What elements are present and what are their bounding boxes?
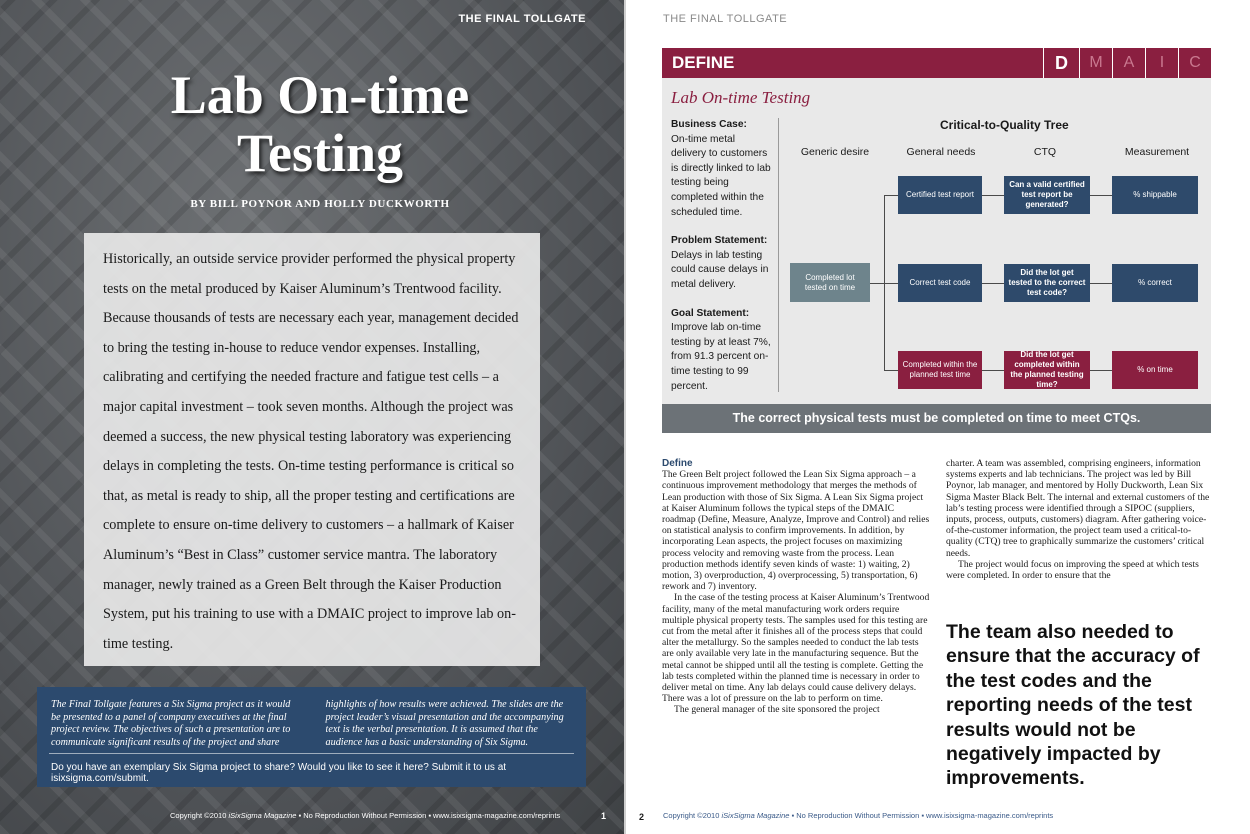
- footer-copyright: Copyright ©2010: [663, 811, 722, 820]
- right-footer: [663, 811, 1053, 820]
- goal-text: Improve lab on-time testing by at least 7%, from 91.3 percent on-time testing to 99 percent.: [671, 322, 771, 392]
- column-head-generic-desire: Generic desire: [800, 146, 870, 158]
- intro-paragraph: Historically, an outside service provider performed the physical property tests on the metal produced by Kaiser Aluminum’s Trentwood facility. Because thousands of tests are necessary each year, management decided to bring the testing in-house to reduce vendor expenses. Installing, calibrating and certifying the needed fracture and fatigue test cells – a major capital investment – took seven months. Although the project was deemed a success, the new physical testing laboratory was experiencing delays in completing the tests. On-time testing performance is critical so that, as metal is ready to ship, all the proper testing and certifications are complete to ensure on-time delivery to customers – a hallmark of Kaiser Aluminum’s “Best in Class” customer service mantra. The laboratory manager, newly trained as a Green Belt through the Kaiser Production System, put his training to use with a DMAIC project to improve lab on-time testing.: [103, 251, 519, 652]
- note-divider: [49, 753, 574, 754]
- problem-statement: [671, 234, 771, 292]
- business-case: [671, 118, 771, 220]
- page-number: 2: [639, 812, 645, 822]
- connector-branch-2: [884, 283, 898, 284]
- footer-rest: ▪ No Reproduction Without Permission ▪ www.isixsigma-magazine.com/reprints: [789, 811, 1054, 820]
- statement-divider: [778, 118, 779, 392]
- right-page: [626, 0, 1250, 834]
- note-column-2: highlights of how results were achieved. The slides are the project leader’s visual presentation and the accompanying text is the verbal presentation. It is assumed that the audience has a basic understanding of Six Sigma.: [325, 699, 564, 748]
- connector-need-ctq-1: [982, 195, 1004, 196]
- ctq-root-node: Completed lot tested on time: [790, 263, 870, 302]
- ctq-banner: The correct physical tests must be completed on time to meet CTQs.: [662, 404, 1211, 433]
- dmaic-d: D: [1043, 48, 1079, 78]
- connector-ctq-measure-2: [1090, 283, 1112, 284]
- left-page: [0, 0, 624, 834]
- connector-ctq-measure-1: [1090, 195, 1112, 196]
- title-line-1: Lab On-time: [170, 65, 470, 125]
- editorial-note-box: [37, 687, 586, 787]
- dmaic-a: A: [1112, 48, 1145, 78]
- need-node-3: Completed within the planned test time: [898, 351, 982, 389]
- phase-title: DEFINE: [672, 53, 735, 72]
- dmaic-c: C: [1178, 48, 1211, 78]
- define-header: [662, 48, 1211, 78]
- footer-magazine: iSixSigma Magazine: [721, 811, 790, 820]
- page-number: 1: [601, 811, 607, 821]
- connector-branch-3: [884, 370, 898, 371]
- body-column-1: [662, 458, 930, 716]
- body-paragraph-5: The project would focus on improving the speed at which tests were completed. In order to ensure that the: [946, 558, 1199, 582]
- ctq-tree-title: Critical-to-Quality Tree: [940, 118, 1069, 132]
- measurement-node-1: % shippable: [1112, 176, 1198, 214]
- business-case-label: Business Case:: [671, 119, 747, 130]
- goal-statement: [671, 307, 771, 395]
- business-case-text: On-time metal delivery to customers is directly linked to lab testing being completed within the scheduled time.: [671, 133, 771, 218]
- connector-need-ctq-3: [982, 370, 1004, 371]
- need-node-2: Correct test code: [898, 264, 982, 302]
- running-head: THE FINAL TOLLGATE: [458, 13, 586, 25]
- dmaic-m: M: [1079, 48, 1112, 78]
- slide-title: Lab On-time Testing: [671, 88, 811, 107]
- ctq-node-1: Can a valid certified test report be generated?: [1004, 176, 1090, 214]
- need-node-1: Certified test report: [898, 176, 982, 214]
- note-column-1: The Final Tollgate features a Six Sigma project as it would be presented to a panel of company executives at the final project review. The objectives of such a presentation are to communicate significant results of the project and share: [51, 699, 291, 748]
- dmaic-phase-bar: [1043, 48, 1211, 78]
- footer-magazine: iSixSigma Magazine: [228, 811, 297, 820]
- connector-ctq-measure-3: [1090, 370, 1112, 371]
- body-paragraph-4: charter. A team was assembled, comprising engineers, information systems experts and lab technicians. The project was led by Bill Poynor, lab manager, and mentored by Holly Duckworth, Lean Six Sigma Master Black Belt. The internal and external customers of the lab’s testing process were identified through a SIPOC (suppliers, inputs, process, outputs, customers) diagram. After gathering voice-of-the-customer information, the project team used a critical-to-quality (CTQ) tree to graphically summarize the customers’ critical needs.: [946, 458, 1210, 559]
- submit-call-to-action: Do you have an exemplary Six Sigma project to share? Would you like to see it here? Submit it to us at isixsigma.com/submit.: [51, 762, 507, 784]
- column-head-general-needs: General needs: [906, 146, 976, 158]
- goal-label: Goal Statement:: [671, 307, 750, 319]
- connector-branch-1: [884, 195, 898, 196]
- column-head-measurement: Measurement: [1124, 146, 1190, 158]
- define-section-heading: Define: [662, 458, 693, 469]
- footer-rest: ▪ No Reproduction Without Permission ▪ www.isixsigma-magazine.com/reprints: [296, 811, 561, 820]
- dmaic-i: I: [1145, 48, 1178, 78]
- left-footer: [170, 811, 560, 820]
- connector-need-ctq-2: [982, 283, 1004, 284]
- body-paragraph-1: The Green Belt project followed the Lean Six Sigma approach – a continuous improvement methodology that merges the methods of Lean production with those of Six Sigma. A Lean Six Sigma project at Kaiser Aluminum follows the typical steps of the DMAIC roadmap (Define, Measure, Analyze, Improve and Control) and relies on statistical analysis to confirm improvements. In addition, by incorporating Lean aspects, the project focuses on maximizing process velocity and removing waste from the process. Lean production methods identify seven kinds of waste: 1) waiting, 2) motion, 3) overproduction, 4) overprocessing, 5) transportation, 6) rework and 7) inventory.: [662, 469, 930, 593]
- body-paragraph-2: In the case of the testing process at Kaiser Aluminum’s Trentwood facility, many of the metal manufacturing work orders require multiple physical property tests. The samples used for this testing are cut from the metal after it finishes all of the process steps that could alter the metallurgy. So the samples needed to conduct the lab tests are only available very late in the manufacturing sequence. But the metal cannot be shipped until all the testing is complete. Getting the lab tests completed within the planned time is necessary in order to deliver metal on time. Any lab delays could cause delivery delays. There was a lot of pressure on the lab to perform on time.: [662, 592, 930, 705]
- column-head-ctq: CTQ: [1033, 146, 1057, 158]
- define-slide-panel: [662, 78, 1211, 404]
- title-line-2: Testing: [236, 123, 404, 183]
- problem-text: Delays in lab testing could cause delays in metal delivery.: [671, 249, 769, 290]
- connector-root: [870, 283, 884, 284]
- intro-box: [84, 233, 540, 666]
- article-title: [40, 66, 600, 182]
- footer-copyright: Copyright ©2010: [170, 811, 229, 820]
- project-statements: [671, 118, 771, 408]
- body-column-2: [946, 458, 1214, 581]
- problem-label: Problem Statement:: [671, 235, 768, 247]
- measurement-node-3: % on time: [1112, 351, 1198, 389]
- ctq-node-2: Did the lot get tested to the correct test code?: [1004, 264, 1090, 302]
- measurement-node-2: % correct: [1112, 264, 1198, 302]
- ctq-node-3: Did the lot get completed within the planned testing time?: [1004, 351, 1090, 389]
- byline: BY BILL POYNOR AND HOLLY DUCKWORTH: [190, 198, 450, 210]
- pull-quote: The team also needed to ensure that the accuracy of the test codes and the reporting needs of the test results would not be negatively impacted by improvements.: [946, 621, 1200, 790]
- body-paragraph-3: The general manager of the site sponsored the project: [674, 704, 880, 716]
- running-head: THE FINAL TOLLGATE: [663, 13, 788, 25]
